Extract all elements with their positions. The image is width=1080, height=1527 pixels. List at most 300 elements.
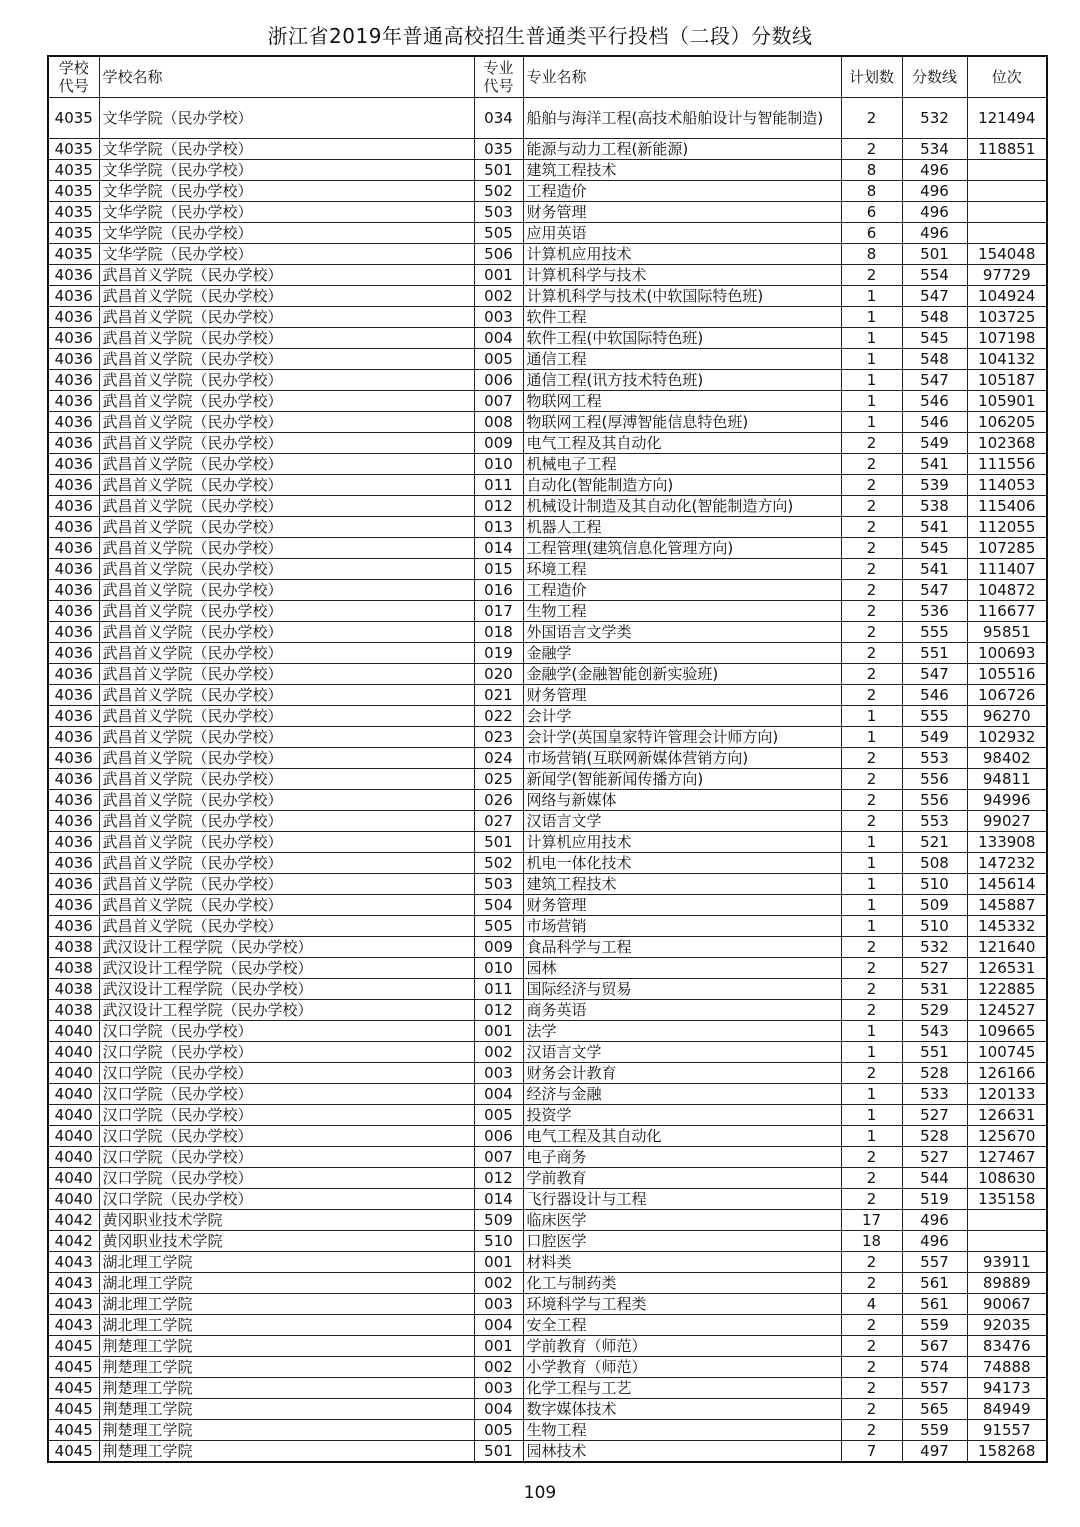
table-row	[48, 727, 1047, 748]
cell-school-name: 武昌首义学院（民办学校）	[99, 433, 474, 454]
cell-cutoff-score: 553	[902, 748, 967, 769]
cell-cutoff-score: 496	[902, 223, 967, 244]
cell-rank: 107285	[967, 538, 1047, 559]
cell-plan-count: 1	[841, 370, 902, 391]
cell-rank: 104872	[967, 580, 1047, 601]
table-row	[48, 895, 1047, 916]
cell-school-code: 4036	[48, 622, 99, 643]
cell-school-name: 黄冈职业技术学院	[99, 1231, 474, 1252]
cell-cutoff-score: 551	[902, 1042, 967, 1063]
cell-school-code: 4045	[48, 1357, 99, 1378]
cell-major-code: 008	[474, 412, 523, 433]
cell-major-name: 能源与动力工程(新能源)	[523, 139, 841, 160]
cell-school-code: 4040	[48, 1105, 99, 1126]
cell-cutoff-score: 546	[902, 412, 967, 433]
cell-school-name: 荆楚理工学院	[99, 1441, 474, 1463]
cell-plan-count: 2	[841, 1378, 902, 1399]
cell-rank	[967, 223, 1047, 244]
table-row	[48, 370, 1047, 391]
cell-rank	[967, 181, 1047, 202]
cell-school-code: 4036	[48, 769, 99, 790]
cell-major-code: 505	[474, 916, 523, 937]
cell-school-name: 武昌首义学院（民办学校）	[99, 601, 474, 622]
cell-cutoff-score: 555	[902, 622, 967, 643]
cell-major-code: 021	[474, 685, 523, 706]
cell-plan-count: 6	[841, 202, 902, 223]
cell-major-code: 003	[474, 307, 523, 328]
table-row	[48, 643, 1047, 664]
cell-cutoff-score: 557	[902, 1252, 967, 1273]
cell-rank: 127467	[967, 1147, 1047, 1168]
cell-plan-count: 1	[841, 1021, 902, 1042]
cell-school-name: 汉口学院（民办学校）	[99, 1168, 474, 1189]
cell-major-name: 环境科学与工程类	[523, 1294, 841, 1315]
cell-plan-count: 2	[841, 433, 902, 454]
cell-cutoff-score: 543	[902, 1021, 967, 1042]
cell-cutoff-score: 496	[902, 202, 967, 223]
cell-cutoff-score: 561	[902, 1273, 967, 1294]
cell-rank: 124527	[967, 1000, 1047, 1021]
cell-major-code: 012	[474, 1000, 523, 1021]
cell-school-name: 武昌首义学院（民办学校）	[99, 916, 474, 937]
cell-plan-count: 17	[841, 1210, 902, 1231]
cell-major-code: 002	[474, 1273, 523, 1294]
cell-major-code: 001	[474, 1252, 523, 1273]
cell-rank: 83476	[967, 1336, 1047, 1357]
cell-school-code: 4040	[48, 1126, 99, 1147]
cell-major-name: 工程管理(建筑信息化管理方向)	[523, 538, 841, 559]
table-row	[48, 1063, 1047, 1084]
cell-cutoff-score: 539	[902, 475, 967, 496]
cell-major-name: 小学教育（师范）	[523, 1357, 841, 1378]
table-row	[48, 1231, 1047, 1252]
cell-major-code: 011	[474, 979, 523, 1000]
table-row	[48, 832, 1047, 853]
cell-rank: 135158	[967, 1189, 1047, 1210]
cell-plan-count: 1	[841, 727, 902, 748]
cell-school-code: 4036	[48, 391, 99, 412]
table-row	[48, 1147, 1047, 1168]
cell-school-name: 荆楚理工学院	[99, 1378, 474, 1399]
cell-school-code: 4036	[48, 517, 99, 538]
cell-school-name: 武昌首义学院（民办学校）	[99, 496, 474, 517]
table-row	[48, 181, 1047, 202]
cell-plan-count: 2	[841, 643, 902, 664]
cell-school-name: 武昌首义学院（民办学校）	[99, 559, 474, 580]
cell-major-name: 商务英语	[523, 1000, 841, 1021]
table-row	[48, 538, 1047, 559]
cell-major-name: 学前教育	[523, 1168, 841, 1189]
table-row	[48, 1126, 1047, 1147]
cell-cutoff-score: 532	[902, 98, 967, 139]
cell-major-code: 502	[474, 181, 523, 202]
cell-plan-count: 2	[841, 139, 902, 160]
cell-major-name: 金融学(金融智能创新实验班)	[523, 664, 841, 685]
cell-school-name: 荆楚理工学院	[99, 1357, 474, 1378]
cell-major-name: 计算机应用技术	[523, 832, 841, 853]
cell-plan-count: 2	[841, 1000, 902, 1021]
cell-major-name: 机械设计制造及其自动化(智能制造方向)	[523, 496, 841, 517]
cell-school-name: 武昌首义学院（民办学校）	[99, 769, 474, 790]
cell-major-name: 计算机科学与技术	[523, 265, 841, 286]
col-rank: 位次	[967, 56, 1047, 98]
cell-plan-count: 2	[841, 769, 902, 790]
cell-major-name: 财务会计教育	[523, 1063, 841, 1084]
cell-school-code: 4036	[48, 601, 99, 622]
cell-major-code: 014	[474, 1189, 523, 1210]
cell-major-code: 501	[474, 160, 523, 181]
cell-rank: 126631	[967, 1105, 1047, 1126]
table-row	[48, 979, 1047, 1000]
cell-major-code: 009	[474, 433, 523, 454]
cell-major-name: 口腔医学	[523, 1231, 841, 1252]
cell-major-name: 机电一体化技术	[523, 853, 841, 874]
cell-rank: 111407	[967, 559, 1047, 580]
cell-major-name: 通信工程(讯方技术特色班)	[523, 370, 841, 391]
cell-plan-count: 1	[841, 895, 902, 916]
cell-major-name: 计算机应用技术	[523, 244, 841, 265]
cell-cutoff-score: 527	[902, 958, 967, 979]
cell-school-code: 4036	[48, 916, 99, 937]
cell-school-name: 汉口学院（民办学校）	[99, 1084, 474, 1105]
cell-cutoff-score: 527	[902, 1147, 967, 1168]
table-row	[48, 244, 1047, 265]
cell-major-code: 002	[474, 1042, 523, 1063]
cell-major-code: 001	[474, 1336, 523, 1357]
cell-cutoff-score: 533	[902, 1084, 967, 1105]
cell-school-name: 汉口学院（民办学校）	[99, 1063, 474, 1084]
cell-cutoff-score: 510	[902, 874, 967, 895]
cell-rank: 105516	[967, 664, 1047, 685]
cell-rank: 147232	[967, 853, 1047, 874]
cell-plan-count: 6	[841, 223, 902, 244]
cell-plan-count: 2	[841, 1420, 902, 1441]
cell-school-code: 4036	[48, 664, 99, 685]
cell-major-name: 机械电子工程	[523, 454, 841, 475]
cell-school-code: 4036	[48, 790, 99, 811]
cell-rank	[967, 160, 1047, 181]
cell-rank	[967, 1231, 1047, 1252]
cell-cutoff-score: 559	[902, 1315, 967, 1336]
cell-major-name: 汉语言文学	[523, 1042, 841, 1063]
cell-rank: 99027	[967, 811, 1047, 832]
cell-school-code: 4036	[48, 643, 99, 664]
col-plan-count: 计划数	[841, 56, 902, 98]
cell-school-code: 4036	[48, 832, 99, 853]
cell-school-code: 4042	[48, 1210, 99, 1231]
cell-major-name: 生物工程	[523, 1420, 841, 1441]
cell-rank: 93911	[967, 1252, 1047, 1273]
cell-school-name: 汉口学院（民办学校）	[99, 1105, 474, 1126]
cell-school-code: 4045	[48, 1420, 99, 1441]
cell-rank: 121494	[967, 98, 1047, 139]
cell-plan-count: 4	[841, 1294, 902, 1315]
cell-school-code: 4036	[48, 454, 99, 475]
table-row	[48, 265, 1047, 286]
table-row	[48, 1168, 1047, 1189]
cell-school-code: 4040	[48, 1084, 99, 1105]
table-header-row	[48, 56, 1047, 98]
cell-school-code: 4043	[48, 1315, 99, 1336]
cell-major-code: 017	[474, 601, 523, 622]
col-major-name: 专业名称	[523, 56, 841, 98]
cell-cutoff-score: 496	[902, 1231, 967, 1252]
table-row	[48, 706, 1047, 727]
table-row	[48, 517, 1047, 538]
cell-school-code: 4035	[48, 98, 99, 139]
table-row	[48, 559, 1047, 580]
cell-major-code: 013	[474, 517, 523, 538]
cell-plan-count: 8	[841, 244, 902, 265]
table-row	[48, 160, 1047, 181]
cell-major-code: 023	[474, 727, 523, 748]
cell-plan-count: 1	[841, 1042, 902, 1063]
cell-school-code: 4036	[48, 328, 99, 349]
cell-plan-count: 2	[841, 265, 902, 286]
cell-cutoff-score: 497	[902, 1441, 967, 1463]
cell-school-code: 4035	[48, 181, 99, 202]
cell-plan-count: 7	[841, 1441, 902, 1463]
cell-major-name: 临床医学	[523, 1210, 841, 1231]
cell-cutoff-score: 496	[902, 1210, 967, 1231]
cell-cutoff-score: 567	[902, 1336, 967, 1357]
cell-cutoff-score: 496	[902, 160, 967, 181]
cell-major-name: 国际经济与贸易	[523, 979, 841, 1000]
cell-school-code: 4043	[48, 1252, 99, 1273]
table-row	[48, 790, 1047, 811]
cell-cutoff-score: 536	[902, 601, 967, 622]
cell-rank: 94996	[967, 790, 1047, 811]
cell-major-code: 502	[474, 853, 523, 874]
cell-plan-count: 2	[841, 98, 902, 139]
table-row	[48, 1273, 1047, 1294]
cell-school-code: 4040	[48, 1147, 99, 1168]
cell-school-name: 武昌首义学院（民办学校）	[99, 580, 474, 601]
cell-school-name: 汉口学院（民办学校）	[99, 1042, 474, 1063]
cell-school-name: 武昌首义学院（民办学校）	[99, 790, 474, 811]
cell-major-name: 机器人工程	[523, 517, 841, 538]
cell-school-code: 4036	[48, 265, 99, 286]
cell-rank: 90067	[967, 1294, 1047, 1315]
cell-major-name: 财务管理	[523, 685, 841, 706]
cell-rank: 112055	[967, 517, 1047, 538]
cell-major-code: 501	[474, 1441, 523, 1463]
cell-major-name: 生物工程	[523, 601, 841, 622]
cell-school-code: 4042	[48, 1231, 99, 1252]
cell-rank: 89889	[967, 1273, 1047, 1294]
cell-major-code: 004	[474, 1315, 523, 1336]
cell-major-code: 010	[474, 454, 523, 475]
cell-rank: 122885	[967, 979, 1047, 1000]
cell-plan-count: 2	[841, 622, 902, 643]
cell-rank: 114053	[967, 475, 1047, 496]
cell-school-code: 4043	[48, 1273, 99, 1294]
cell-cutoff-score: 556	[902, 790, 967, 811]
cell-rank: 94811	[967, 769, 1047, 790]
cell-rank: 104924	[967, 286, 1047, 307]
cell-major-name: 化学工程与工艺	[523, 1378, 841, 1399]
cell-school-code: 4036	[48, 538, 99, 559]
cell-rank: 106205	[967, 412, 1047, 433]
cell-plan-count: 2	[841, 1357, 902, 1378]
cell-major-code: 003	[474, 1378, 523, 1399]
cell-rank: 91557	[967, 1420, 1047, 1441]
cell-major-name: 飞行器设计与工程	[523, 1189, 841, 1210]
cell-major-code: 004	[474, 1084, 523, 1105]
table-row	[48, 685, 1047, 706]
cell-rank: 145332	[967, 916, 1047, 937]
table-row	[48, 937, 1047, 958]
cell-cutoff-score: 547	[902, 580, 967, 601]
cell-major-code: 002	[474, 286, 523, 307]
cell-major-code: 025	[474, 769, 523, 790]
cell-school-name: 武昌首义学院（民办学校）	[99, 664, 474, 685]
table-row	[48, 601, 1047, 622]
cell-school-name: 汉口学院（民办学校）	[99, 1021, 474, 1042]
table-row	[48, 1420, 1047, 1441]
cell-major-name: 市场营销	[523, 916, 841, 937]
cell-school-name: 荆楚理工学院	[99, 1420, 474, 1441]
cell-rank: 96270	[967, 706, 1047, 727]
cell-plan-count: 1	[841, 1084, 902, 1105]
cell-cutoff-score: 532	[902, 937, 967, 958]
cell-rank: 126166	[967, 1063, 1047, 1084]
table-row	[48, 475, 1047, 496]
cell-major-code: 005	[474, 1105, 523, 1126]
cell-major-code: 504	[474, 895, 523, 916]
cell-rank	[967, 202, 1047, 223]
table-row	[48, 1399, 1047, 1420]
table-row	[48, 307, 1047, 328]
table-row	[48, 580, 1047, 601]
cell-rank: 104132	[967, 349, 1047, 370]
cell-major-name: 建筑工程技术	[523, 874, 841, 895]
cell-school-name: 武昌首义学院（民办学校）	[99, 538, 474, 559]
cell-major-name: 会计学	[523, 706, 841, 727]
cell-school-name: 汉口学院（民办学校）	[99, 1147, 474, 1168]
cell-major-code: 001	[474, 265, 523, 286]
table-row	[48, 328, 1047, 349]
cell-school-code: 4035	[48, 139, 99, 160]
cell-school-name: 文华学院（民办学校）	[99, 181, 474, 202]
cell-rank: 100745	[967, 1042, 1047, 1063]
cell-major-name: 会计学(英国皇家特许管理会计师方向)	[523, 727, 841, 748]
cell-school-code: 4035	[48, 202, 99, 223]
cell-plan-count: 8	[841, 160, 902, 181]
cell-school-name: 汉口学院（民办学校）	[99, 1189, 474, 1210]
cell-school-code: 4038	[48, 1000, 99, 1021]
col-cutoff-score: 分数线	[902, 56, 967, 98]
cell-plan-count: 2	[841, 1147, 902, 1168]
cell-school-name: 武昌首义学院（民办学校）	[99, 370, 474, 391]
cell-rank: 103725	[967, 307, 1047, 328]
cell-rank: 125670	[967, 1126, 1047, 1147]
cell-school-name: 武汉设计工程学院（民办学校）	[99, 979, 474, 1000]
table-row	[48, 1000, 1047, 1021]
cell-school-name: 湖北理工学院	[99, 1252, 474, 1273]
table-row	[48, 622, 1047, 643]
table-row	[48, 391, 1047, 412]
cell-rank: 106726	[967, 685, 1047, 706]
cell-school-name: 武昌首义学院（民办学校）	[99, 811, 474, 832]
cell-cutoff-score: 545	[902, 538, 967, 559]
table-row	[48, 769, 1047, 790]
cell-school-code: 4036	[48, 433, 99, 454]
table-row	[48, 853, 1047, 874]
cell-school-name: 武昌首义学院（民办学校）	[99, 286, 474, 307]
cell-major-code: 009	[474, 937, 523, 958]
cell-school-code: 4045	[48, 1378, 99, 1399]
cell-plan-count: 1	[841, 349, 902, 370]
cell-cutoff-score: 508	[902, 853, 967, 874]
cell-school-code: 4036	[48, 811, 99, 832]
cell-cutoff-score: 510	[902, 916, 967, 937]
cell-cutoff-score: 551	[902, 643, 967, 664]
cell-major-code: 027	[474, 811, 523, 832]
table-row	[48, 286, 1047, 307]
cell-plan-count: 2	[841, 1252, 902, 1273]
table-row	[48, 1378, 1047, 1399]
cell-cutoff-score: 527	[902, 1105, 967, 1126]
cell-plan-count: 1	[841, 412, 902, 433]
table-row	[48, 349, 1047, 370]
cell-major-name: 投资学	[523, 1105, 841, 1126]
cell-major-code: 022	[474, 706, 523, 727]
cell-school-code: 4036	[48, 475, 99, 496]
cell-major-code: 015	[474, 559, 523, 580]
col-major-code: 专业代号	[474, 56, 523, 98]
cell-cutoff-score: 528	[902, 1063, 967, 1084]
cell-school-code: 4036	[48, 286, 99, 307]
cell-cutoff-score: 501	[902, 244, 967, 265]
page-title: 浙江省2019年普通高校招生普通类平行投档（二段）分数线	[267, 24, 813, 48]
cell-plan-count: 1	[841, 391, 902, 412]
cell-school-code: 4036	[48, 496, 99, 517]
cell-major-name: 船舶与海洋工程(高技术船舶设计与智能制造)	[523, 98, 841, 139]
cell-school-name: 文华学院（民办学校）	[99, 244, 474, 265]
cell-rank: 120133	[967, 1084, 1047, 1105]
cell-major-code: 503	[474, 874, 523, 895]
cell-school-code: 4036	[48, 412, 99, 433]
table-row	[48, 1084, 1047, 1105]
table-row	[48, 202, 1047, 223]
cell-major-name: 材料类	[523, 1252, 841, 1273]
cell-school-code: 4040	[48, 1063, 99, 1084]
cell-major-code: 003	[474, 1294, 523, 1315]
cell-major-name: 网络与新媒体	[523, 790, 841, 811]
cell-school-code: 4036	[48, 874, 99, 895]
cell-plan-count: 1	[841, 286, 902, 307]
cell-major-code: 005	[474, 349, 523, 370]
cell-school-name: 文华学院（民办学校）	[99, 160, 474, 181]
cell-rank: 102932	[967, 727, 1047, 748]
cell-cutoff-score: 541	[902, 517, 967, 538]
cell-school-name: 武昌首义学院（民办学校）	[99, 895, 474, 916]
table-row	[48, 1105, 1047, 1126]
cell-school-name: 武昌首义学院（民办学校）	[99, 412, 474, 433]
cell-rank: 116677	[967, 601, 1047, 622]
cell-rank: 100693	[967, 643, 1047, 664]
cell-major-code: 005	[474, 1420, 523, 1441]
table-row	[48, 98, 1047, 139]
cell-school-name: 湖北理工学院	[99, 1294, 474, 1315]
cell-rank: 158268	[967, 1441, 1047, 1463]
cell-rank: 107198	[967, 328, 1047, 349]
cell-school-name: 文华学院（民办学校）	[99, 202, 474, 223]
cell-cutoff-score: 546	[902, 391, 967, 412]
cell-school-code: 4036	[48, 895, 99, 916]
cell-plan-count: 18	[841, 1231, 902, 1252]
